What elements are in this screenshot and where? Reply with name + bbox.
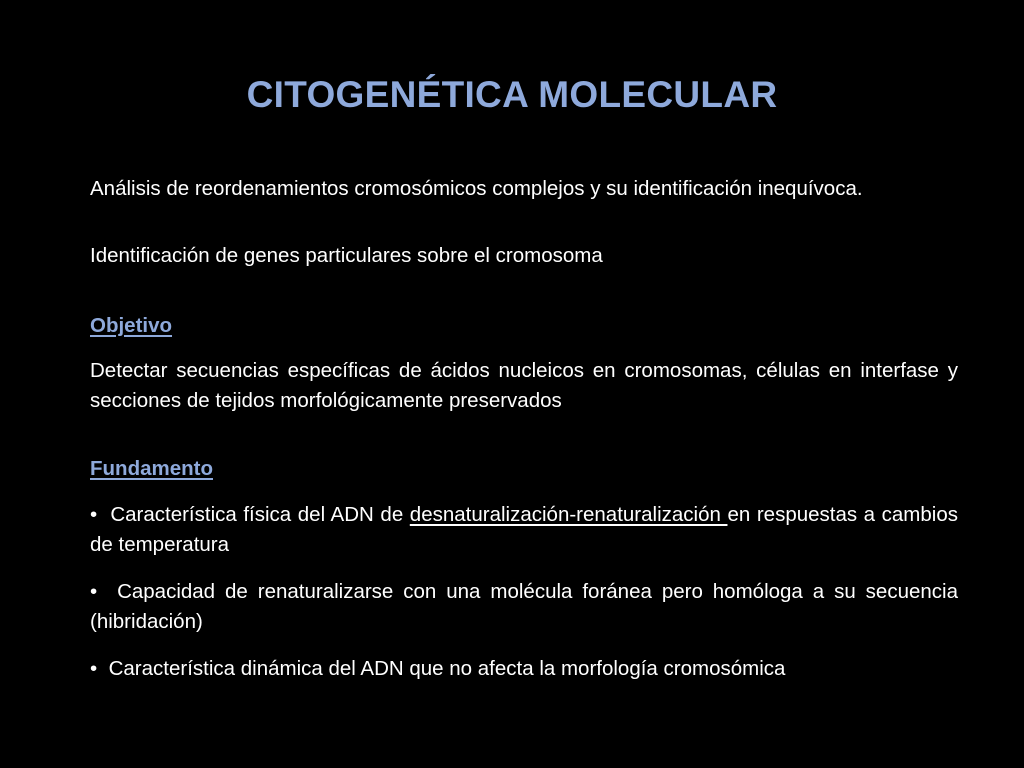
bullet-symbol: • (90, 657, 98, 680)
bullet-1-text-start: Característica física del ADN de (110, 503, 410, 526)
intro-paragraph-1: Análisis de reordenamientos cromosómicos complejos y su identificación inequívoca. (90, 177, 863, 200)
bullet-2-text: Capacidad de renaturalizarse con una molécula foránea pero homóloga a su secuencia (hibridación) (90, 580, 958, 633)
fundamento-heading: Fundamento (90, 457, 213, 480)
bullet-1-underlined-term: desnaturalización-renaturalización (409, 503, 728, 526)
fundamento-bullet-2 (90, 577, 958, 637)
bullet-1-text-end: en respuestas a cambios de temperatura (90, 503, 958, 556)
slide-title: CITOGENÉTICA MOLECULAR (246, 74, 778, 115)
bullet-symbol: • (90, 580, 98, 603)
bullet-3-text: Característica dinámica del ADN que no afecta la morfología cromosómica (108, 657, 786, 680)
objetivo-text: Detectar secuencias específicas de ácidos nucleicos en cromosomas, células en interfase y secciones de tejidos morfológicamente preservados (90, 359, 958, 412)
bullet-symbol: • (90, 503, 98, 526)
fundamento-bullet-3 (90, 654, 958, 684)
fundamento-bullet-1 (90, 500, 958, 560)
intro-paragraph-2: Identificación de genes particulares sobre el cromosoma (90, 244, 603, 267)
objetivo-heading: Objetivo (90, 314, 173, 337)
